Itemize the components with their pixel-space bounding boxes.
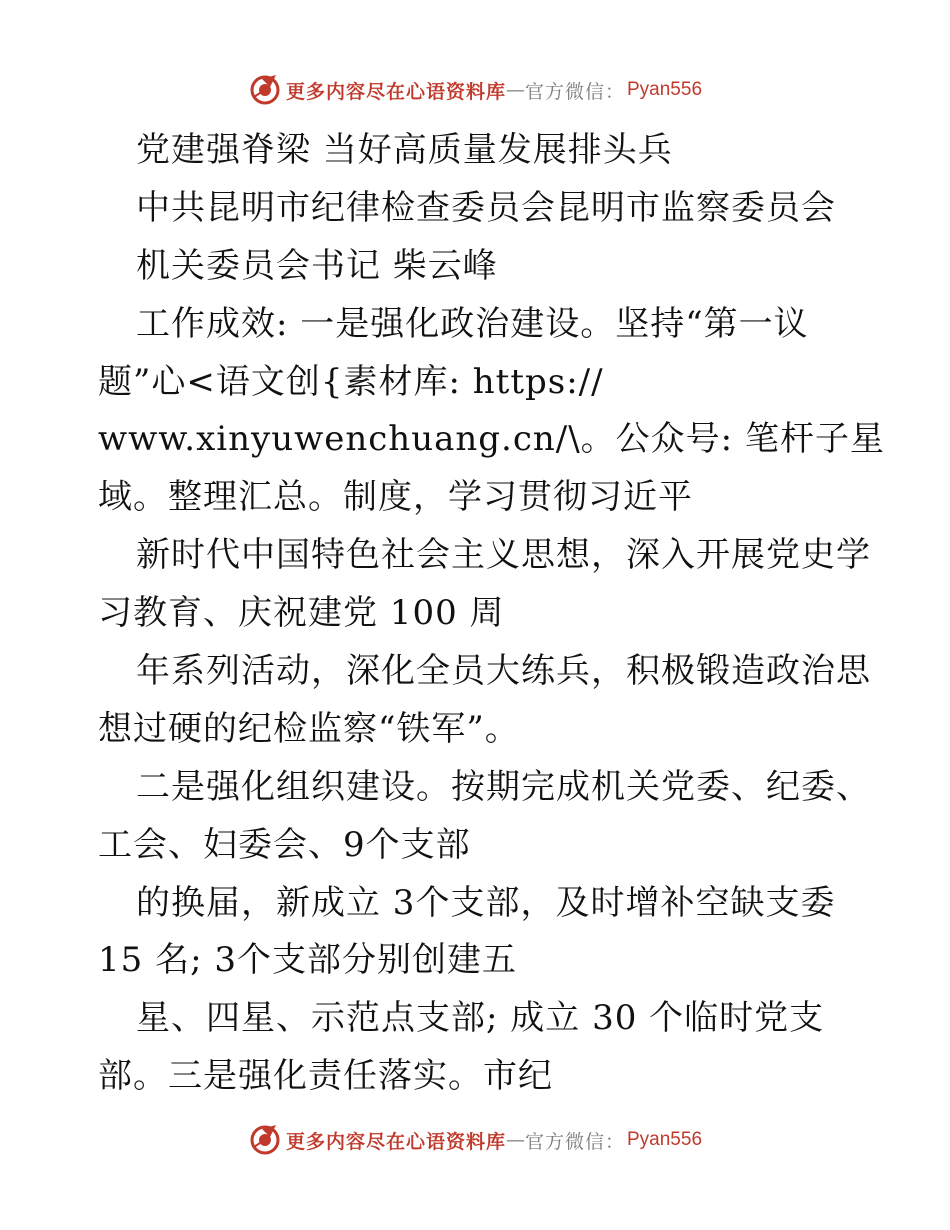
watermark-dash: — <box>505 1129 525 1151</box>
document-line: 的换届，新成立 3个支部，及时增补空缺支委 <box>136 882 836 923</box>
document-line: 域。整理汇总。制度，学习贯彻习近平 <box>98 477 693 518</box>
watermark-dash: — <box>505 79 525 101</box>
document-line: 想过硬的纪检监察“铁军”。 <box>98 708 520 749</box>
document-line: 15 名; 3个支部分别创建五 <box>98 940 517 981</box>
header-watermark <box>0 70 950 110</box>
document-line: www.xinyuwenchuang.cn/\。公众号: 笔杆子星 <box>98 419 885 460</box>
brand-logo-icon <box>248 1123 282 1157</box>
document-line: 中共昆明市纪律检查委员会昆明市监察委员会 <box>136 187 836 228</box>
document-line: 二是强化组织建设。按期完成机关党委、纪委、 <box>136 766 871 807</box>
watermark-contact-label: 官方微信： <box>524 1130 625 1153</box>
document-line: 习教育、庆祝建党 100 周 <box>98 593 505 634</box>
document-line: 题”心<语文创{素材库: https:// <box>98 361 604 402</box>
document-line: 新时代中国特色社会主义思想，深入开展党史学 <box>136 535 871 576</box>
brand-logo-icon <box>248 73 282 107</box>
watermark-contact-id: Pyan556 <box>627 1129 703 1150</box>
document-line: 部。三是强化责任落实。市纪 <box>98 1056 553 1097</box>
watermark-contact-label: 官方微信： <box>524 80 625 103</box>
document-body <box>98 122 885 1106</box>
document-line: 机关委员会书记 柴云峰 <box>136 245 498 286</box>
watermark-brand-text: 更多内容尽在心语资料库 <box>285 80 506 103</box>
document-line: 工会、妇委会、9个支部 <box>98 824 471 865</box>
watermark-contact-id: Pyan556 <box>627 79 703 100</box>
footer-watermark <box>0 1120 950 1160</box>
watermark-brand-text: 更多内容尽在心语资料库 <box>285 1130 506 1153</box>
document-line: 星、四星、示范点支部; 成立 30 个临时党支 <box>136 998 825 1039</box>
document-line: 年系列活动，深化全员大练兵，积极锻造政治思 <box>136 651 871 692</box>
document-line: 党建强脊梁 当好高质量发展排头兵 <box>136 130 673 170</box>
document-line: 工作成效: 一是强化政治建设。坚持“第一议 <box>136 303 809 344</box>
